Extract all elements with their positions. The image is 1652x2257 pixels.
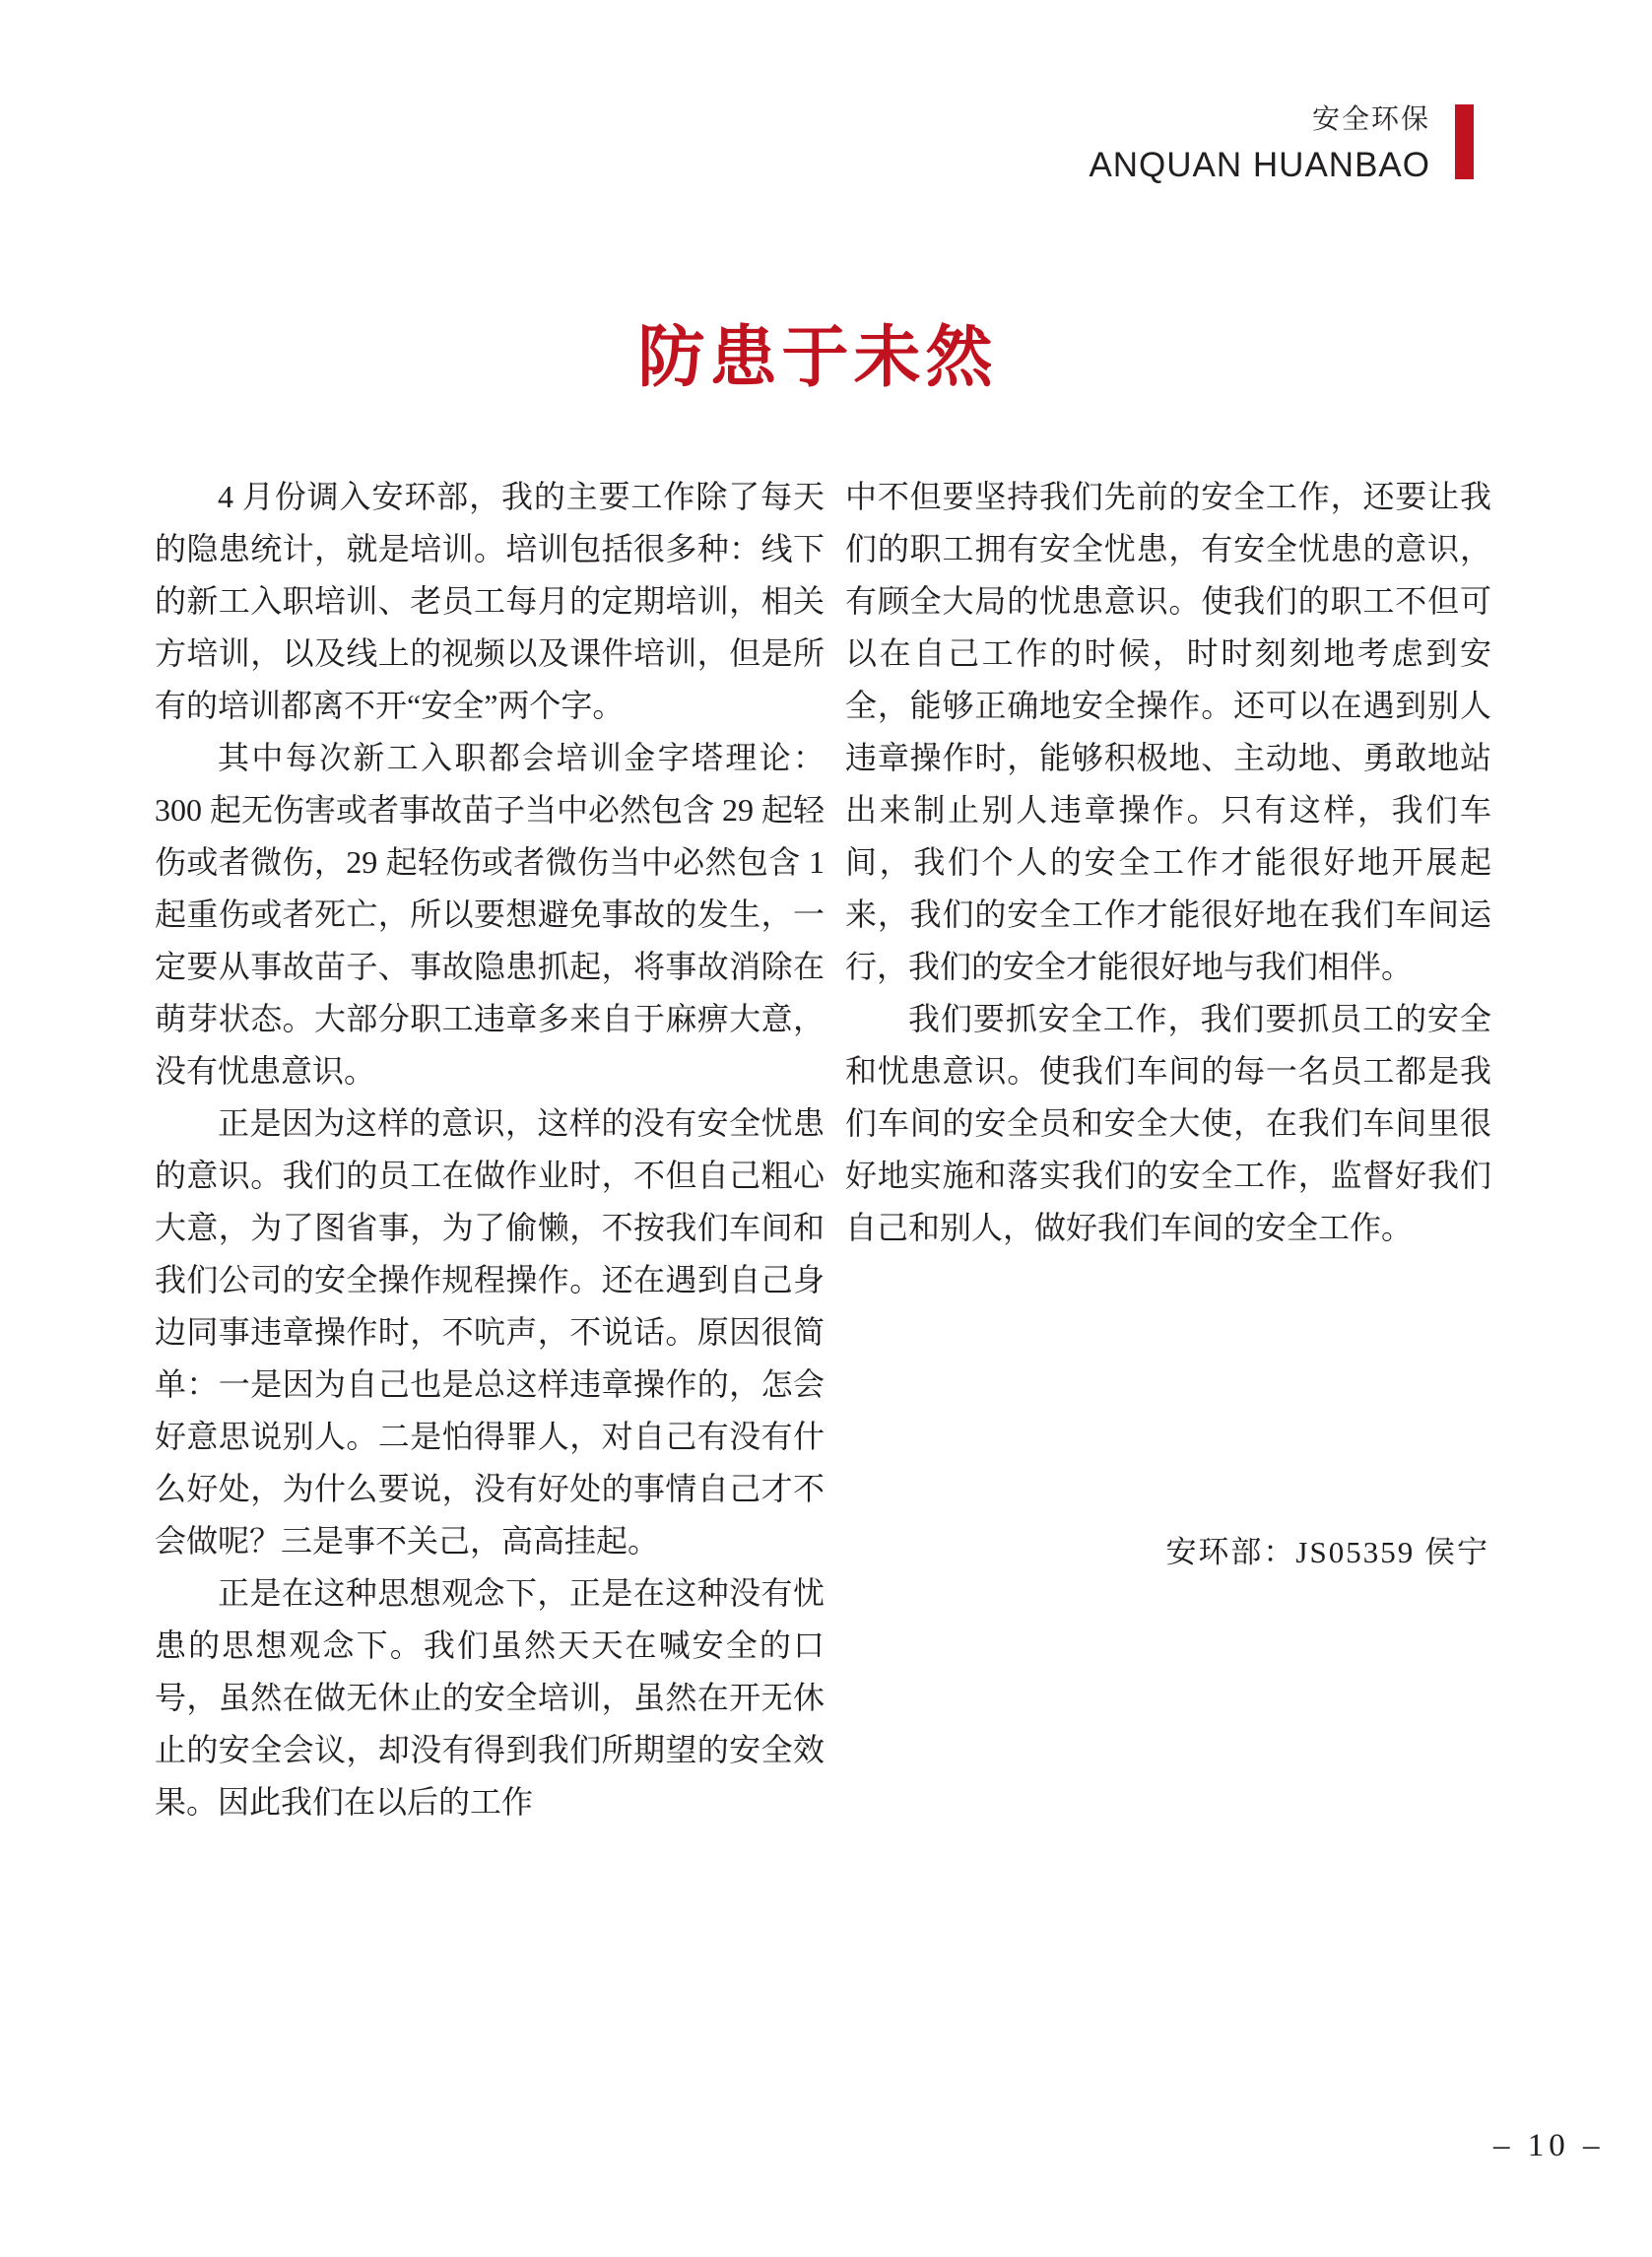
section-title-chinese: 安全环保 — [1311, 104, 1430, 135]
author-signature: 安环部：JS05359 侯宁 — [1165, 1535, 1489, 1569]
section-header — [1089, 104, 1474, 184]
section-title-pinyin: ANQUAN HUANBAO — [1089, 146, 1430, 184]
paragraph: 其中每次新工入职都会培训金字塔理论：300 起无伤害或者事故苗子当中必然包含 29 起轻伤或者微伤，29 起轻伤或者微伤当中必然包含 1 起重伤或者死亡，所以要想避免事故的发生，一定要从事故苗子、事故隐患抓起，将事故消除在萌芽状态。大部分职工违章多来自于麻痹大意，没有忧患意识。 — [155, 740, 826, 1089]
red-accent-bar — [1455, 104, 1474, 179]
paragraph: 4 月份调入安环部，我的主要工作除了每天的隐患统计，就是培训。培训包括很多种：线下的新工入职培训、老员工每月的定期培训，相关方培训，以及线上的视频以及课件培训，但是所有的培训都离不开“安全”两个字。 — [155, 479, 825, 723]
page-number: – 10 – — [1493, 2128, 1605, 2163]
section-header-text — [1089, 104, 1430, 184]
paragraph: 我们要抓安全工作，我们要抓员工的安全和忧患意识。使我们车间的每一名员工都是我们车间的安全员和安全大使，在我们车间里很好地实施和落实我们的安全工作，监督好我们自己和别人，做好我们车间的安全工作。 — [845, 1001, 1491, 1245]
paragraph: 正是因为这样的意识，这样的没有安全忧患的意识。我们的员工在做作业时，不但自己粗心大意，为了图省事，为了偷懒，不按我们车间和我们公司的安全操作规程操作。还在遇到自己身边同事违章操作时，不吭声，不说话。原因很简单：一是因为自己也是总这样违章操作的，怎会好意思说别人。二是怕得罪人，对自己有没有什么好处，为什么要说，没有好处的事情自己才不会做呢？三是事不关己，高高挂起。 — [155, 1105, 825, 1559]
article-title: 防患于未然 — [637, 319, 998, 397]
left-column — [155, 471, 825, 1828]
paragraph: 中不但要坚持我们先前的安全工作，还要让我们的职工拥有安全忧患，有安全忧患的意识，有顾全大局的忧患意识。使我们的职工不但可以在自己工作的时候，时时刻刻地考虑到安全，能够正确地安全操作。还可以在遇到别人违章操作时，能够积极地、主动地、勇敢地站出来制止别人违章操作。只有这样，我们车间，我们个人的安全工作才能很好地开展起来，我们的安全工作才能很好地在我们车间运行，我们的安全才能很好地与我们相伴。 — [845, 479, 1491, 984]
paragraph: 正是在这种思想观念下，正是在这种没有忧患的思想观念下。我们虽然天天在喊安全的口号，虽然在做无休止的安全培训，虽然在开无休止的安全会议，却没有得到我们所期望的安全效果。因此我们在以后的工作 — [155, 1575, 825, 1820]
right-column — [845, 471, 1491, 1254]
